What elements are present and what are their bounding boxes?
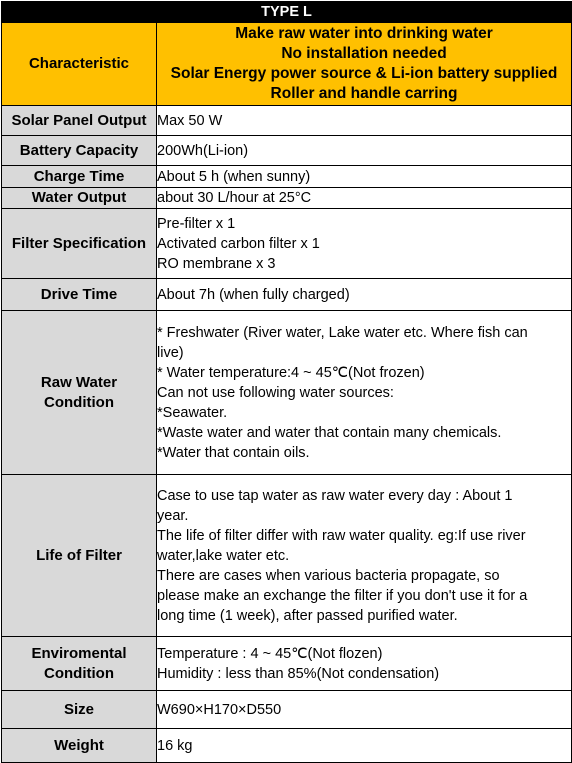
value-line: Pre-filter x 1 [157, 215, 236, 232]
value-line: Solar Energy power source & Li-ion battery supplied [170, 65, 558, 82]
spec-table [1, 1, 572, 763]
row-label [2, 729, 157, 763]
row-label [2, 279, 157, 311]
row-characteristic [2, 23, 572, 106]
value-line: Make raw water into drinking water [235, 25, 493, 42]
value-line: RO membrane x 3 [157, 255, 276, 272]
label-line: Condition [44, 664, 114, 682]
value-line: *Water that contain oils. [157, 444, 310, 461]
value-line: The life of filter differ with raw water quality. eg:If use river [157, 527, 526, 544]
row-weight [2, 729, 572, 763]
value-line: * Water temperature:4 ~ 45℃(Not frozen) [157, 364, 425, 381]
value-line: Humidity : less than 85%(Not condensation) [157, 665, 440, 682]
value-line: 200Wh(Li-ion) [157, 142, 249, 159]
value-line: about 30 L/hour at 25°C [157, 190, 312, 206]
value-line: Activated carbon filter x 1 [157, 235, 320, 252]
row-raw-water-condition [2, 311, 572, 475]
value-line: year. [157, 507, 189, 524]
row-label [2, 188, 157, 209]
label-line: Solar Panel Output [11, 111, 147, 129]
value-line: About 7h (when fully charged) [157, 286, 350, 303]
row-value [157, 691, 572, 729]
row-label [2, 106, 157, 136]
label-line: Raw Water [40, 373, 118, 391]
label-line: Filter Specification [11, 234, 147, 252]
value-line: * Freshwater (River water, Lake water etc. Where fish can [157, 324, 528, 341]
value-line: *Seawater. [157, 404, 228, 421]
row-drive-time [2, 279, 572, 311]
table-title: TYPE L [2, 2, 572, 23]
row-label [2, 136, 157, 166]
label-line: Weight [54, 736, 104, 754]
row-value [157, 106, 572, 136]
value-line: long time (1 week), after passed purified water. [157, 607, 458, 624]
row-label [2, 209, 157, 279]
row-value [157, 279, 572, 311]
value-line: No installation needed [281, 45, 447, 62]
row-value [157, 475, 572, 637]
label-line: Life of Filter [36, 546, 122, 564]
row-label [2, 166, 157, 188]
row-environmental-condition [2, 637, 572, 691]
row-label [2, 23, 157, 106]
row-life-of-filter [2, 475, 572, 637]
value-line: About 5 h (when sunny) [157, 168, 311, 185]
value-line: There are cases when various bacteria propagate, so [157, 567, 500, 584]
row-charge-time [2, 166, 572, 188]
label-line: Charge Time [33, 167, 125, 185]
label-line: Battery Capacity [19, 141, 139, 159]
value-line: Case to use tap water as raw water every day : About 1 [157, 487, 513, 504]
value-line: W690×H170×D550 [157, 701, 282, 718]
row-battery-capacity [2, 136, 572, 166]
row-label [2, 637, 157, 691]
label-line: Condition [44, 393, 114, 411]
row-value [157, 23, 572, 106]
row-solar-panel-output [2, 106, 572, 136]
label-line: Enviromental [31, 644, 127, 662]
label-line: Characteristic [28, 55, 130, 72]
row-value [157, 311, 572, 475]
label-line: Size [63, 700, 94, 718]
value-line: *Waste water and water that contain many chemicals. [157, 424, 502, 441]
row-label [2, 311, 157, 475]
label-line: Water Output [31, 189, 127, 206]
value-line: Roller and handle carring [270, 85, 458, 102]
row-filter-specification [2, 209, 572, 279]
row-water-output [2, 188, 572, 209]
value-line: 16 kg [157, 737, 193, 754]
value-line: Temperature : 4 ~ 45℃(Not flozen) [157, 645, 383, 662]
value-line: live) [157, 344, 184, 361]
value-line: please make an exchange the filter if you don't use it for a [157, 587, 528, 604]
row-value [157, 637, 572, 691]
row-value [157, 729, 572, 763]
row-value [157, 136, 572, 166]
row-label [2, 475, 157, 637]
value-line: Max 50 W [157, 112, 223, 129]
title-row [2, 2, 572, 23]
row-value [157, 166, 572, 188]
value-line: Can not use following water sources: [157, 384, 394, 401]
row-value [157, 209, 572, 279]
row-label [2, 691, 157, 729]
value-line: water,lake water etc. [157, 547, 290, 564]
row-value [157, 188, 572, 209]
label-line: Drive Time [40, 285, 118, 303]
row-size [2, 691, 572, 729]
